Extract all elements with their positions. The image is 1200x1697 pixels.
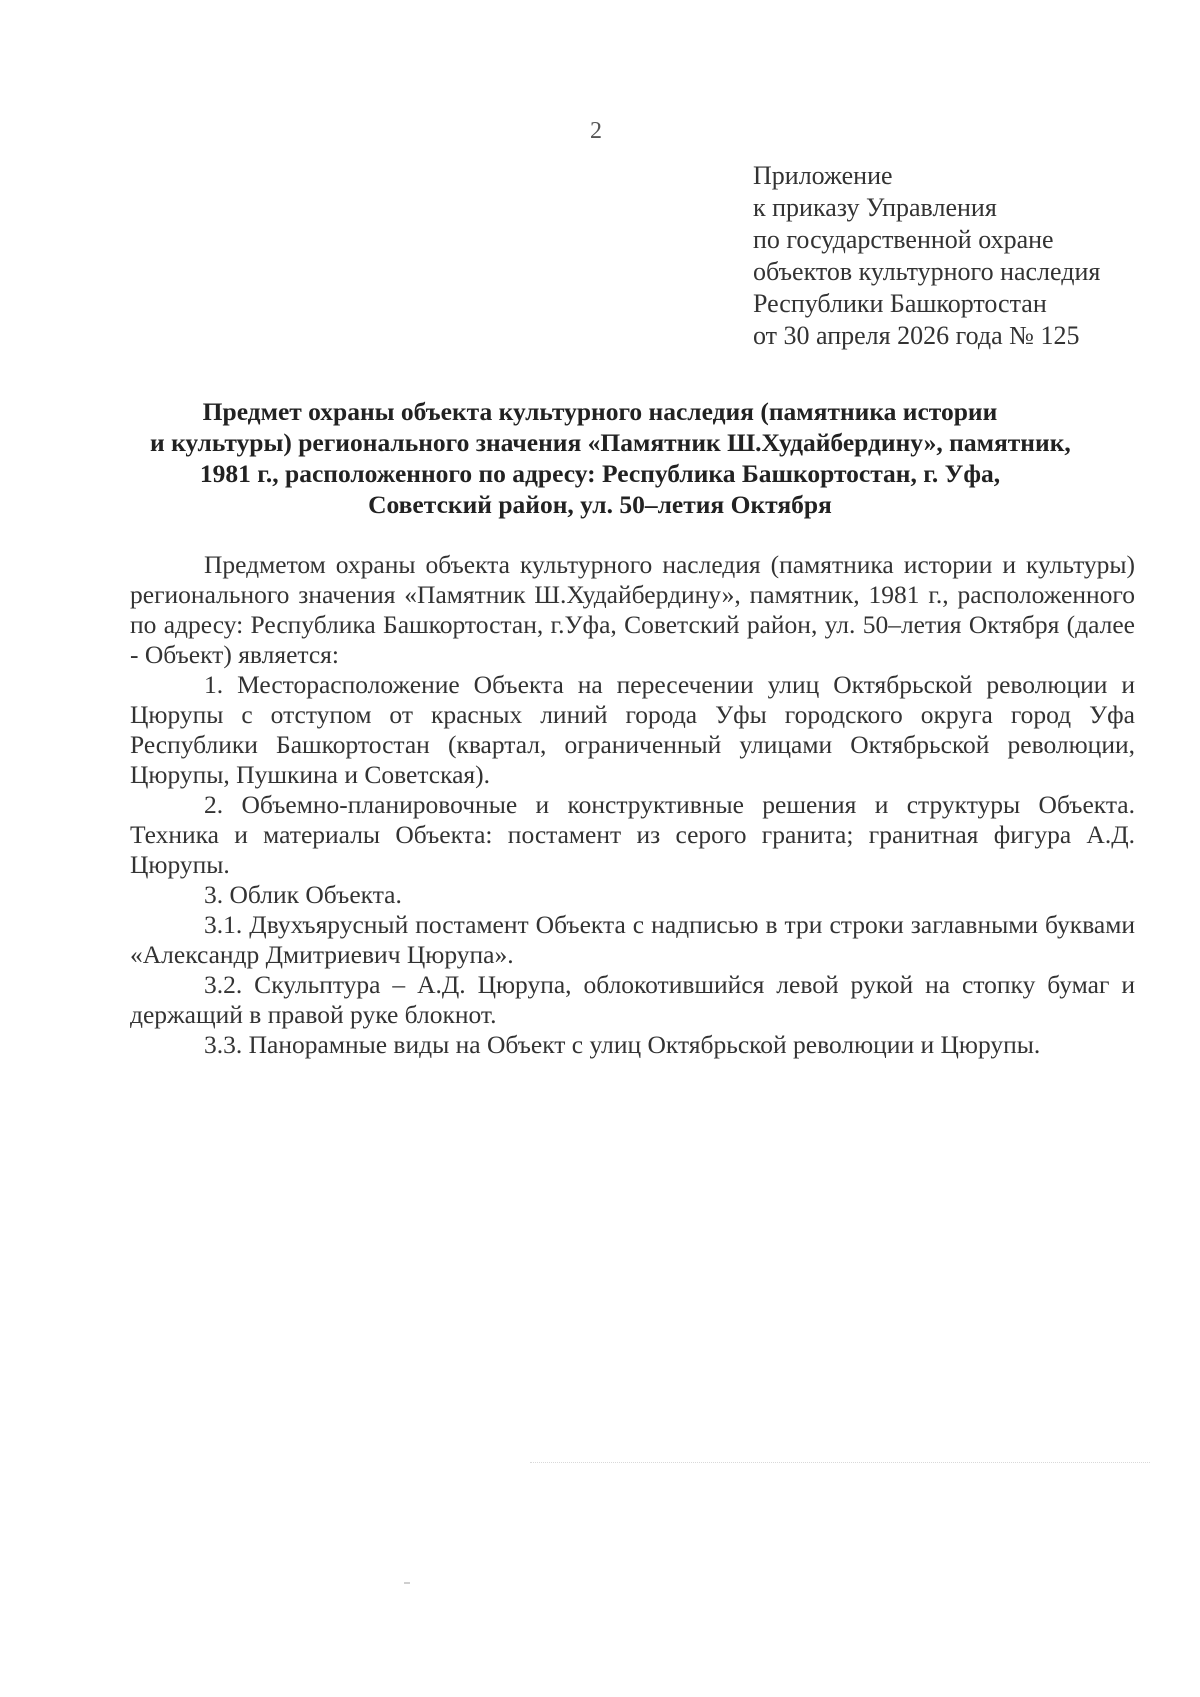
title-line: Предмет охраны объекта культурного наследия (памятника истории: [202, 397, 998, 426]
title-line: 1981 г., расположенного по адресу: Республика Башкортостан, г. Уфа,: [199, 459, 1001, 488]
item-pedestal-paragraph: 3.1. Двухъярусный постамент Объекта с надписью в три строки заглавными буквами «Александр Дмитриевич Цюрупа».: [130, 910, 1135, 969]
appendix-line: Приложение: [753, 161, 893, 190]
appendix-line: Республики Башкортостан: [753, 289, 1047, 318]
item-sculpture-paragraph: 3.2. Скульптура – А.Д. Цюрупа, облокотившийся левой рукой на стопку бумаг и держащий в правой руке блокнот.: [130, 970, 1135, 1029]
page-number: 2: [590, 118, 602, 144]
item-views-paragraph: 3.3. Панорамные виды на Объект с улиц Октябрьской революции и Цюрупы.: [204, 1030, 1041, 1059]
title-line: Советский район, ул. 50–летия Октября: [368, 490, 832, 519]
scan-noise-line: [530, 1462, 1150, 1465]
item-structure-paragraph: 2. Объемно-планировочные и конструктивные решения и структуры Объекта. Техника и материалы Объекта: постамент из серого гранита; гранитная фигура А.Д. Цюрупы.: [130, 790, 1135, 879]
document-body: [130, 550, 1135, 1060]
intro-paragraph: Предметом охраны объекта культурного наследия (памятника истории и культуры) регионального значения «Памятник Ш.Худайбердину», памятник, 1981 г., расположенного по адресу: Республика Башкортостан, г.Уфа, Советский район, ул. 50–летия Октября (далее - Объект) является:: [130, 550, 1135, 669]
appendix-line: от 30 апреля 2026 года № 125: [753, 321, 1080, 350]
appendix-line: объектов культурного наследия: [753, 257, 1101, 286]
appendix-block: [753, 160, 1173, 352]
appendix-line: к приказу Управления: [753, 193, 997, 222]
item-appearance-paragraph: 3. Облик Объекта.: [204, 880, 402, 909]
scan-noise-dot: [404, 1582, 410, 1584]
title-line: и культуры) регионального значения «Памятник Ш.Худайбердину», памятник,: [150, 428, 1071, 457]
document-title: [150, 396, 1071, 520]
appendix-line: по государственной охране: [753, 225, 1054, 254]
item-location-paragraph: 1. Месторасположение Объекта на пересечении улиц Октябрьской революции и Цюрупы с отступом от красных линий города Уфы городского округа город Уфа Республики Башкортостан (квартал, ограниченный улицами Октябрьской революции, Цюрупы, Пушкина и Советская).: [130, 670, 1135, 789]
